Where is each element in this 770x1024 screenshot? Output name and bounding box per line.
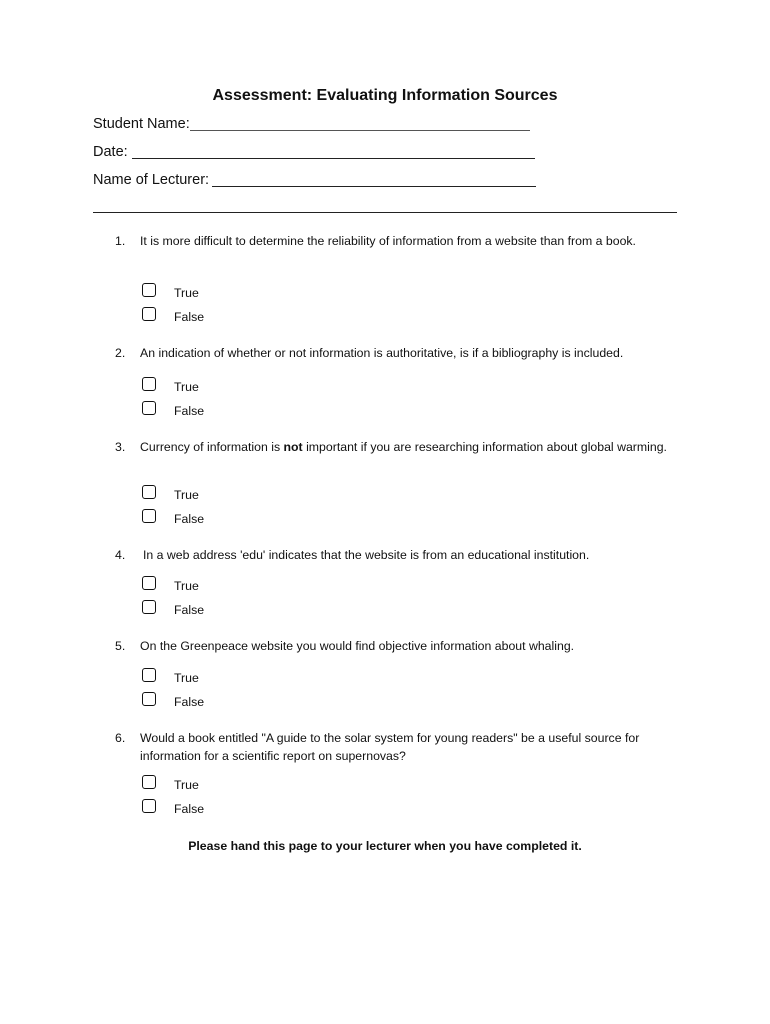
checkbox[interactable]	[142, 307, 156, 321]
question-number: 1.	[115, 234, 126, 248]
checkbox[interactable]	[142, 377, 156, 391]
question-text: On the Greenpeace website you would find objective information about whaling.	[140, 639, 575, 653]
checkbox[interactable]	[142, 775, 156, 789]
question-text-start: Currency of information is	[140, 440, 284, 454]
option-label: False	[174, 695, 205, 709]
date-field[interactable]	[93, 142, 538, 162]
option-label: True	[174, 286, 199, 300]
option-label: True	[174, 380, 199, 394]
student-name-label: Student Name:	[93, 116, 190, 132]
lecturer-name-line[interactable]	[212, 186, 536, 187]
page-title: Assessment: Evaluating Information Sources	[212, 87, 558, 104]
question-text-end: important if you are researching information about global warming.	[302, 440, 667, 454]
option-label: True	[174, 671, 199, 685]
checkbox[interactable]	[142, 692, 156, 706]
question-number: 6.	[115, 731, 126, 745]
footer-instruction: Please hand this page to your lecturer when you have completed it.	[188, 839, 582, 853]
question-number: 4.	[115, 548, 126, 562]
lecturer-name-field[interactable]	[93, 170, 538, 190]
section-divider	[93, 212, 677, 213]
checkbox[interactable]	[142, 283, 156, 297]
option-label: True	[174, 579, 199, 593]
date-label: Date:	[93, 144, 128, 160]
option-label: True	[174, 778, 199, 792]
date-line[interactable]	[132, 158, 535, 159]
option-label: False	[174, 802, 205, 816]
question-text	[140, 438, 685, 456]
checkbox[interactable]	[142, 485, 156, 499]
option-label: False	[174, 512, 205, 526]
question-text: An indication of whether or not information is authoritative, is if a bibliography is included.	[140, 346, 624, 360]
option-label: False	[174, 603, 205, 617]
question-number: 5.	[115, 639, 126, 653]
lecturer-name-label: Name of Lecturer:	[93, 172, 210, 188]
student-name-field[interactable]	[93, 114, 533, 134]
checkbox[interactable]	[142, 600, 156, 614]
question-text-emphasis: not	[283, 440, 303, 454]
question-text: Would a book entitled "A guide to the solar system for young readers" be a useful source for information for a scientific report on supernovas?	[140, 731, 640, 763]
question-text: It is more difficult to determine the reliability of information from a website than from a book.	[140, 234, 636, 248]
option-label: False	[174, 404, 205, 418]
question-number: 3.	[115, 440, 126, 454]
option-label: True	[174, 488, 199, 502]
checkbox[interactable]	[142, 668, 156, 682]
checkbox[interactable]	[142, 509, 156, 523]
checkbox[interactable]	[142, 401, 156, 415]
question-number: 2.	[115, 346, 126, 360]
student-name-line[interactable]	[190, 130, 530, 131]
checkbox[interactable]	[142, 576, 156, 590]
question-text: In a web address 'edu' indicates that the website is from an educational institution.	[143, 548, 590, 562]
option-label: False	[174, 310, 205, 324]
checkbox[interactable]	[142, 799, 156, 813]
